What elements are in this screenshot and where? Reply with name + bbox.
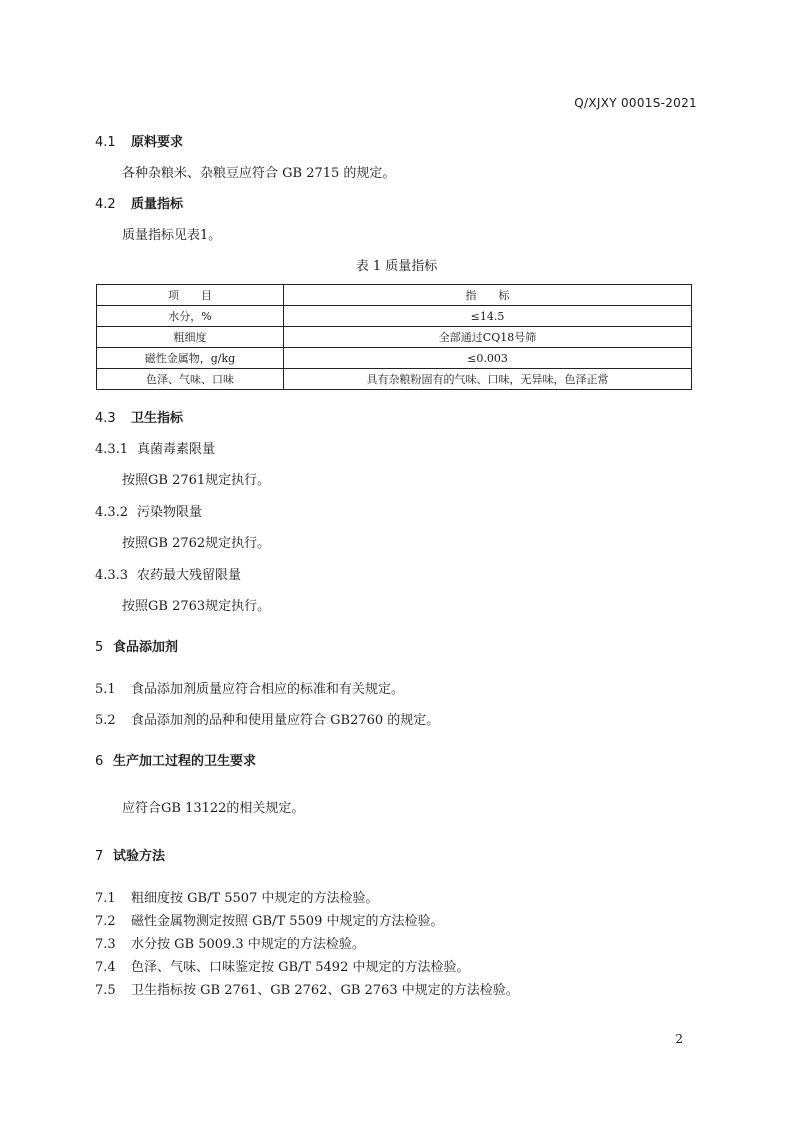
heading-4-2: 4.2 质量指标 [95, 197, 184, 212]
table-cell: ≤14.5 [284, 306, 692, 327]
list-item-7-5: 7.5 卫生指标按 GB 2761、GB 2762、GB 2763 中规定的方法检验。 [95, 983, 519, 998]
table-cell: 具有杂粮粉固有的气味、口味，无异味，色泽正常 [284, 369, 692, 390]
heading-4-3-1: 4.3.1 真菌毒素限量 [95, 442, 216, 457]
table-row [97, 348, 692, 369]
paragraph-4-3-2: 按照GB 2762规定执行。 [122, 536, 271, 551]
standard-code: Q/XJXY 0001S-2021 [574, 96, 697, 110]
table-row [97, 306, 692, 327]
paragraph-4-2: 质量指标见表1。 [122, 228, 222, 243]
quality-index-table [96, 284, 692, 390]
table-header-row [97, 285, 692, 306]
table-cell: ≤0.003 [284, 348, 692, 369]
table-row [97, 369, 692, 390]
heading-5: 5 食品添加剂 [95, 640, 179, 655]
table-cell: 粗细度 [97, 327, 284, 348]
table-cell: 水分，% [97, 306, 284, 327]
list-item-7-2: 7.2 磁性金属物测定按照 GB/T 5509 中规定的方法检验。 [95, 914, 444, 929]
list-item-7-4: 7.4 色泽、气味、口味鉴定按 GB/T 5492 中规定的方法检验。 [95, 960, 470, 975]
paragraph-4-1: 各种杂粮米、杂粮豆应符合 GB 2715 的规定。 [122, 166, 396, 181]
heading-7: 7 试验方法 [95, 849, 166, 864]
heading-4-3: 4.3 卫生指标 [95, 411, 184, 426]
heading-4-3-2: 4.3.2 污染物限量 [95, 505, 203, 520]
paragraph-4-3-3: 按照GB 2763规定执行。 [122, 599, 271, 614]
page-number: 2 [675, 1032, 683, 1046]
table-row [97, 327, 692, 348]
heading-4-1: 4.1 原料要求 [95, 135, 184, 150]
table-header-cell: 指 标 [284, 285, 692, 306]
table-header-cell: 项 目 [97, 285, 284, 306]
table-caption: 表 1 质量指标 [355, 259, 438, 274]
table-cell: 色泽、气味、口味 [97, 369, 284, 390]
list-item-7-3: 7.3 水分按 GB 5009.3 中规定的方法检验。 [95, 937, 365, 952]
table-cell: 全部通过CQ18号筛 [284, 327, 692, 348]
list-item-7-1: 7.1 粗细度按 GB/T 5507 中规定的方法检验。 [95, 891, 379, 906]
paragraph-6: 应符合GB 13122的相关规定。 [122, 801, 305, 816]
heading-4-3-3: 4.3.3 农药最大残留限量 [95, 568, 242, 583]
paragraph-4-3-1: 按照GB 2761规定执行。 [122, 473, 271, 488]
list-item-5-2: 5.2 食品添加剂的品种和使用量应符合 GB2760 的规定。 [95, 713, 440, 728]
table-cell: 磁性金属物，g/kg [97, 348, 284, 369]
list-item-5-1: 5.1 食品添加剂质量应符合相应的标准和有关规定。 [95, 682, 405, 697]
heading-6: 6 生产加工过程的卫生要求 [95, 754, 257, 769]
